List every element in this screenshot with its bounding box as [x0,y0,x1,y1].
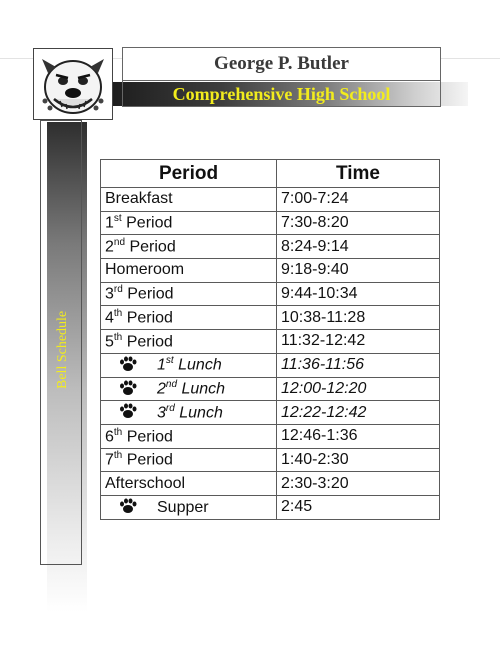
table-row [101,495,440,519]
table-row [101,448,440,472]
period-number: 3 [157,404,166,422]
period-cell [101,306,277,330]
table-row [101,188,440,212]
logo [33,48,113,120]
period-cell [101,377,277,401]
period-cell [101,448,277,472]
ordinal-suffix: th [113,331,123,343]
table-row [101,235,440,259]
bulldog-mascot-icon [36,51,110,117]
period-number: 1 [157,356,166,374]
school-name-line1: George P. Butler [214,53,349,74]
table-row [101,353,440,377]
column-header-time: Time [277,160,440,188]
period-label: Period [122,427,173,445]
period-label: Period [121,214,173,232]
period-number: 2 [157,380,166,398]
time-cell: 10:38-11:28 [277,306,440,330]
paw-print-icon [105,381,157,398]
period-cell [101,330,277,354]
period-number: 2 [105,238,114,256]
period-cell [101,282,277,306]
paw-print-icon [105,499,157,516]
ordinal-suffix: st [165,355,174,367]
period-cell [101,211,277,235]
school-name-line2: Comprehensive High School [172,84,391,104]
table-row [101,377,440,401]
period-cell [101,188,277,212]
period-label: Period [125,238,176,256]
time-cell: 9:18-9:40 [277,259,440,283]
period-number: 7 [105,451,114,469]
table-row [101,282,440,306]
period-cell [101,472,277,496]
period-label: Breakfast [105,190,173,208]
table-header-row [101,160,440,188]
period-label: Period [122,285,174,303]
period-cell [101,401,277,425]
period-label: Lunch [177,380,226,398]
period-label: Afterschool [105,474,186,492]
period-label: Lunch [174,404,223,422]
time-cell: 7:30-8:20 [277,211,440,235]
ordinal-suffix: nd [113,237,126,249]
paw-print-icon [105,357,157,374]
time-cell: 11:36-11:56 [277,353,440,377]
time-cell: 12:46-1:36 [277,424,440,448]
ordinal-suffix: th [113,450,123,462]
time-cell: 12:22-12:42 [277,401,440,425]
ordinal-suffix: th [113,308,123,320]
table-row [101,330,440,354]
time-cell: 8:24-9:14 [277,235,440,259]
period-number: 5 [105,333,114,351]
table-row [101,211,440,235]
ordinal-suffix: rd [165,402,175,414]
period-label: Lunch [173,356,222,374]
table-row [101,401,440,425]
period-label: Period [122,309,173,327]
table-row [101,472,440,496]
period-label: Period [122,333,173,351]
period-number: 4 [105,309,114,327]
time-cell: 11:32-12:42 [277,330,440,354]
period-number: 1 [105,214,114,232]
period-number: 6 [105,427,114,445]
time-cell: 2:30-3:20 [277,472,440,496]
period-cell [101,353,277,377]
paw-print-icon [105,404,157,421]
period-label: Homeroom [105,261,185,279]
period-cell [101,495,277,519]
time-cell: 9:44-10:34 [277,282,440,306]
period-cell [101,259,277,283]
bell-schedule-table [100,159,440,520]
ordinal-suffix: nd [165,379,178,391]
period-label: Supper [157,498,209,516]
period-number: 3 [105,285,114,303]
table-row [101,306,440,330]
bell-schedule-side-label: Bell Schedule [55,310,70,389]
table-row [101,259,440,283]
ordinal-suffix: st [113,213,122,225]
column-header-period: Period [101,160,277,188]
period-cell [101,235,277,259]
time-cell: 12:00-12:20 [277,377,440,401]
title-box [122,47,441,81]
time-cell: 7:00-7:24 [277,188,440,212]
ordinal-suffix: rd [113,284,123,296]
table-row [101,424,440,448]
time-cell: 2:45 [277,495,440,519]
time-cell: 1:40-2:30 [277,448,440,472]
period-label: Period [122,451,173,469]
ordinal-suffix: th [113,426,123,438]
period-cell [101,424,277,448]
